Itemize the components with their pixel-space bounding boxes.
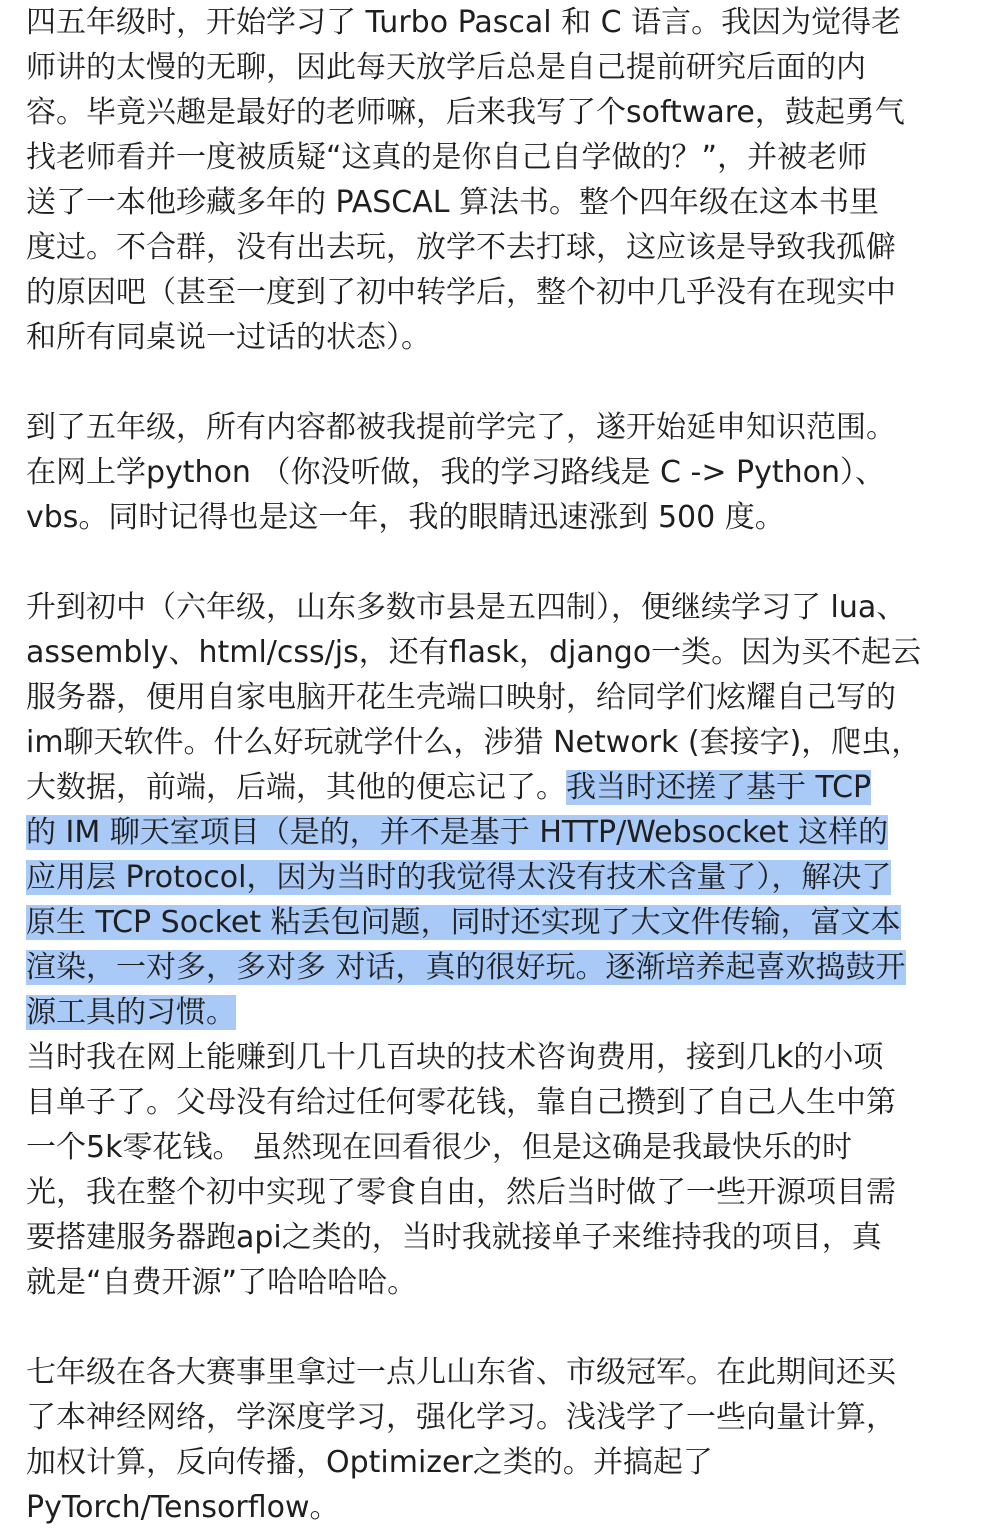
highlighted-selection[interactable]: 源工具的习惯。 xyxy=(26,995,236,1030)
text-line: 送了一本他珍藏多年的 PASCAL 算法书。整个四年级在这本书里 xyxy=(26,185,879,220)
text-line: 当时我在网上能赚到几十几百块的技术咨询费用，接到几k的小项 xyxy=(26,1040,884,1075)
highlighted-line[interactable] xyxy=(26,900,966,945)
highlighted-selection[interactable]: 应用层 Protocol，因为当时的我觉得太没有技术含量了），解决了 xyxy=(26,860,892,895)
text-line: 一个5k零花钱。 虽然现在回看很少，但是这确是我最快乐的时 xyxy=(26,1130,852,1165)
text-line: 容。毕竟兴趣是最好的老师嘛，后来我写了个software，鼓起勇气 xyxy=(26,95,905,130)
mixed-line[interactable] xyxy=(26,765,966,810)
text-line: assembly、html/css/js，还有flask，django一类。因为买不起云 xyxy=(26,635,922,670)
text-line: 和所有同桌说一过话的状态）。 xyxy=(26,320,431,355)
highlighted-selection[interactable]: 原生 TCP Socket 粘丢包问题，同时还实现了大文件传输，富文本 xyxy=(26,905,901,940)
text-line: 了本神经网络，学深度学习，强化学习。浅浅学了一些向量计算， xyxy=(26,1400,896,1435)
text-line: 七年级在各大赛事里拿过一点儿山东省、市级冠军。在此期间还买 xyxy=(26,1355,896,1390)
text-line: 找老师看并一度被质疑“这真的是你自己自学做的？”，并被老师 xyxy=(26,140,868,175)
text-line: vbs。同时记得也是这一年，我的眼睛迅速涨到 500 度。 xyxy=(26,500,785,535)
paragraph-grade-five xyxy=(26,405,966,540)
text-line: 师讲的太慢的无聊，因此每天放学后总是自己提前研究后面的内 xyxy=(26,50,866,85)
text-line: 的原因吧（甚至一度到了初中转学后，整个初中几乎没有在现实中 xyxy=(26,275,896,310)
highlighted-line[interactable] xyxy=(26,810,966,855)
text-line: im聊天软件。什么好玩就学什么，涉猎 Network (套接字)，爬虫， xyxy=(26,725,922,760)
paragraph-grade-four-five xyxy=(26,0,966,360)
text-line: 目单子了。父母没有给过任何零花钱，靠自己攒到了自己人生中第 xyxy=(26,1085,896,1120)
text-line: 光，我在整个初中实现了零食自由，然后当时做了一些开源项目需 xyxy=(26,1175,896,1210)
highlighted-selection[interactable]: 我当时还搓了基于 TCP xyxy=(566,770,872,805)
text-line: 就是“自费开源”了哈哈哈哈。 xyxy=(26,1265,418,1300)
text-line: 加权计算，反向传播，Optimizer之类的。并搞起了 xyxy=(26,1445,713,1480)
text-line: PyTorch/Tensorflow。 xyxy=(26,1490,340,1525)
text-line: 要搭建服务器跑api之类的，当时我就接单子来维持我的项目，真 xyxy=(26,1220,882,1255)
highlighted-selection[interactable]: 的 IM 聊天室项目（是的，并不是基于 HTTP/Websocket 这样的 xyxy=(26,815,889,850)
text-line: 升到初中（六年级，山东多数市县是五四制），便继续学习了 lua、 xyxy=(26,590,907,625)
highlighted-line[interactable] xyxy=(26,945,966,990)
text-line: 四五年级时，开始学习了 Turbo Pascal 和 C 语言。我因为觉得老 xyxy=(26,5,902,40)
paragraph-middle-school xyxy=(26,585,966,1305)
article-body xyxy=(26,0,966,1530)
text-segment: 大数据，前端，后端，其他的便忘记了。 xyxy=(26,770,566,805)
text-line: 度过。不合群，没有出去玩，放学不去打球，这应该是导致我孤僻 xyxy=(26,230,896,265)
text-line: 在网上学python （你没听做，我的学习路线是 C -> Python）、 xyxy=(26,455,885,490)
highlighted-line[interactable] xyxy=(26,855,966,900)
paragraph-grade-seven xyxy=(26,1350,966,1530)
highlighted-selection[interactable]: 渲染，一对多，多对多 对话，真的很好玩。逐渐培养起喜欢捣鼓开 xyxy=(26,950,906,985)
highlighted-line[interactable] xyxy=(26,990,966,1035)
text-line: 到了五年级，所有内容都被我提前学完了，遂开始延申知识范围。 xyxy=(26,410,896,445)
text-line: 服务器，便用自家电脑开花生壳端口映射，给同学们炫耀自己写的 xyxy=(26,680,896,715)
